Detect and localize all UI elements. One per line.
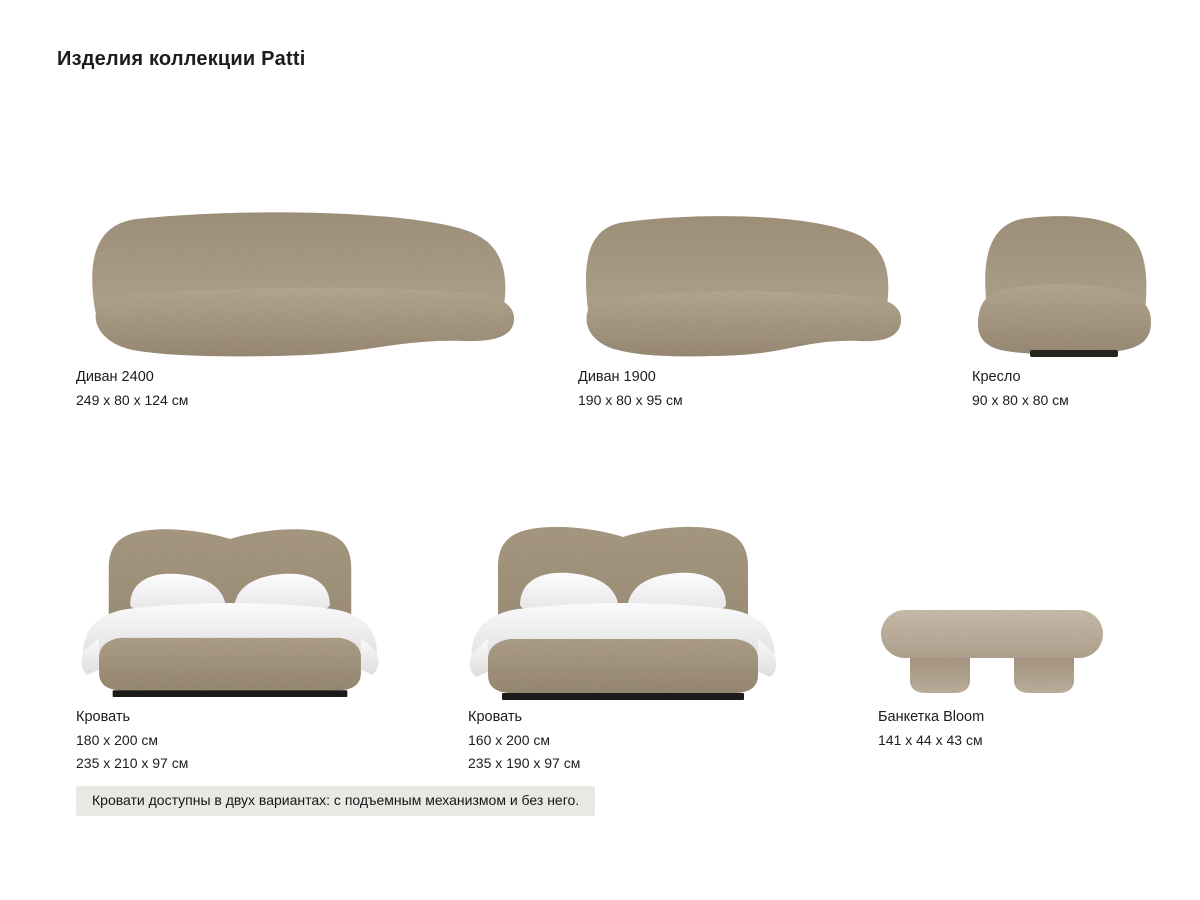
product-dimensions: 235 x 210 x 97 см [76,755,189,771]
beds-variants-note: Кровати доступны в двух вариантах: с подъемным механизмом и без него. [76,786,595,816]
bed-180-label [76,706,188,775]
sofa-1900-image [570,200,902,362]
product-dimensions: 190 x 80 x 95 см [578,392,683,408]
product-name: Банкетка Bloom [878,709,985,725]
sofa-illustration [92,212,514,356]
bench-illustration [881,610,1103,693]
page-title: Изделия коллекции Patti [57,48,306,70]
armchair-label [972,366,1069,412]
sofa-1900-label [578,366,683,412]
product-dimensions: 90 x 80 x 80 см [972,392,1069,408]
product-dimensions: 180 x 200 см [76,732,159,748]
bed-plinth [113,690,348,697]
bed-base [99,638,361,690]
bed-160-image [458,505,788,701]
bench-bloom-image [878,600,1106,696]
bed-base [488,639,758,693]
sofa-illustration [586,216,901,356]
product-name: Кровать [468,709,523,725]
product-name: Диван 2400 [76,369,154,385]
armchair-image [968,202,1160,362]
bed-180-image [70,505,390,701]
sofa-2400-image [73,198,517,363]
product-name: Кресло [972,369,1021,385]
product-dimensions: 141 x 44 x 43 см [878,732,983,748]
bed-160-label [468,706,580,775]
sofa-2400-label [76,366,188,412]
product-dimensions: 235 x 190 x 97 см [468,755,581,771]
bed-plinth [502,693,744,700]
product-name: Кровать [76,709,131,725]
armchair-plinth [1030,350,1118,357]
product-name: Диван 1900 [578,369,656,385]
bench-bloom-label [878,706,984,752]
armchair-illustration [978,216,1151,354]
product-dimensions: 249 x 80 x 124 см [76,392,189,408]
product-dimensions: 160 x 200 см [468,732,551,748]
